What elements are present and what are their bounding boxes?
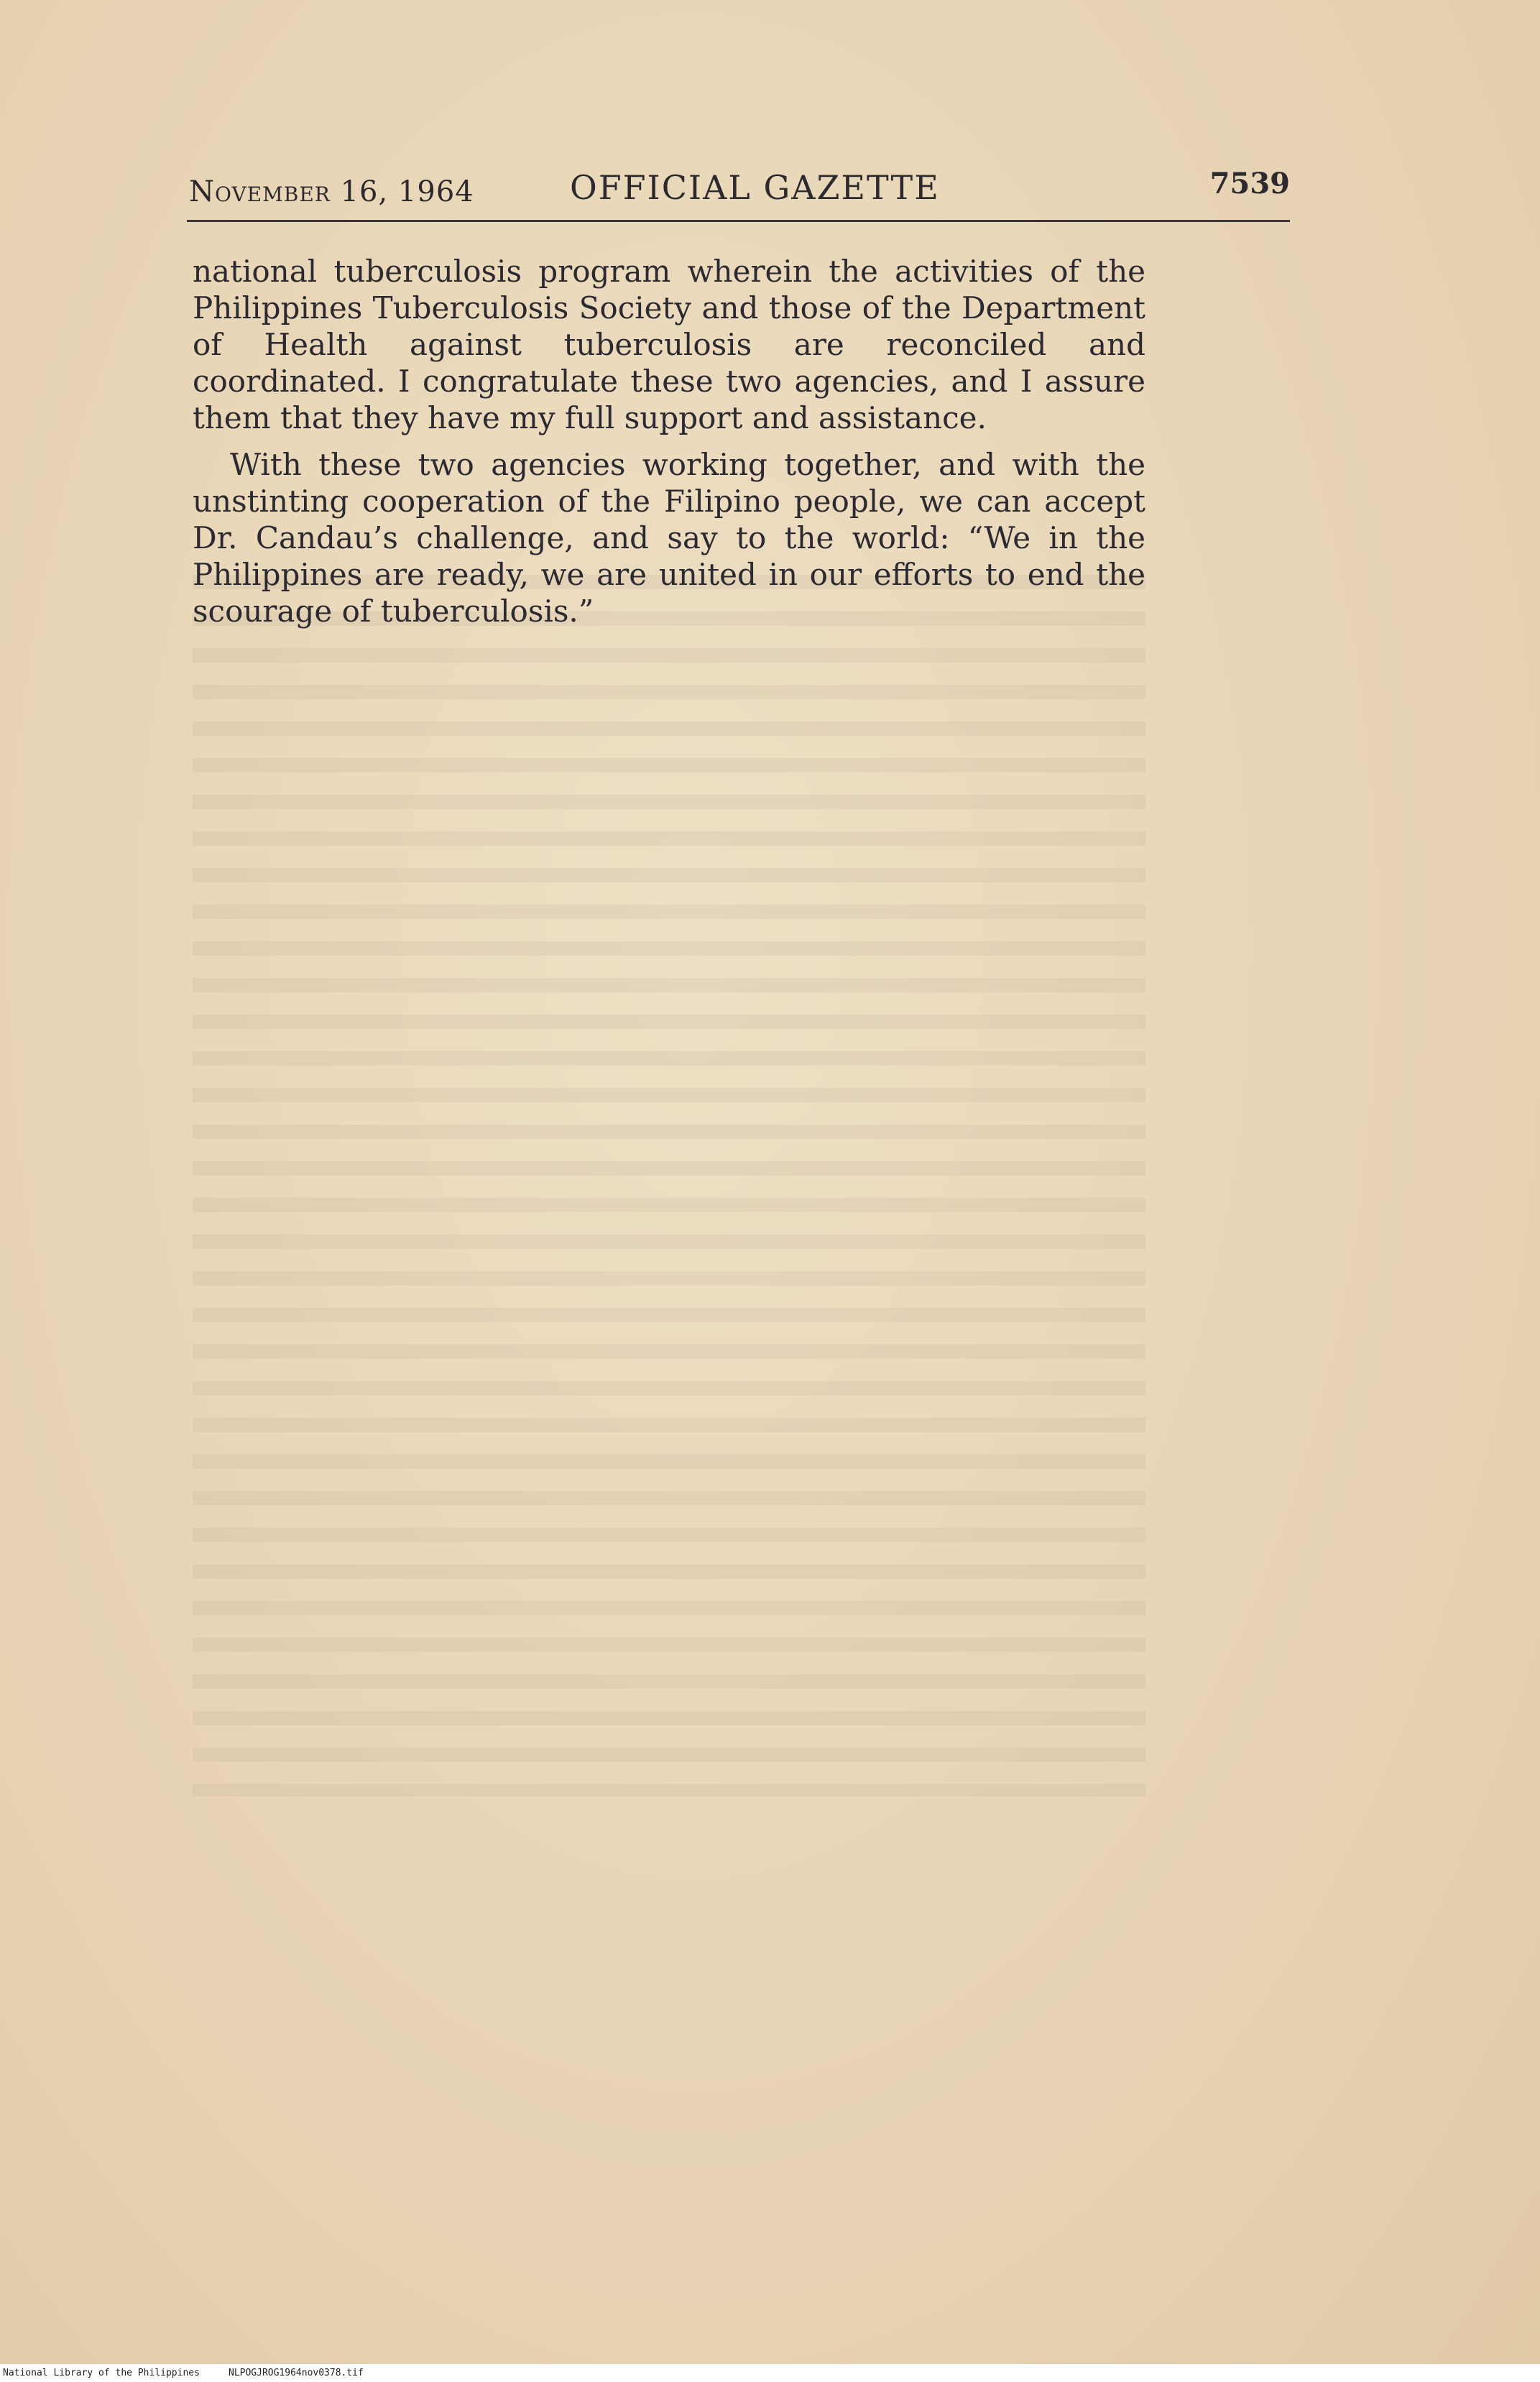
issue-date: November 16, 1964 xyxy=(189,175,474,208)
scan-filename: NLPOGJROG1964nov0378.tif xyxy=(229,2368,364,2378)
show-through-texture xyxy=(193,575,1145,1796)
header-rule xyxy=(187,220,1290,222)
publication-title: OFFICIAL GAZETTE xyxy=(570,168,940,207)
article-body xyxy=(193,253,1145,640)
paragraph: With these two agencies working together, and with the unstinting cooperation of the Filipino people, we can accept Dr. Candau’s challenge, and say to the world: “We in the Philippines are ready, we are united in our efforts to end the scourage of tuberculosis.” xyxy=(193,447,1145,629)
running-header xyxy=(189,167,1290,217)
paragraph: national tuberculosis program wherein the activities of the Philippines Tuberculosis Society and those of the Department of Health against tuberculosis are reconciled and coordinated. I congratulate these two agencies, and I assure them that they have my full support and assistance. xyxy=(193,254,1145,435)
page-number: 7539 xyxy=(1209,167,1290,200)
scan-source: National Library of the Philippines xyxy=(3,2368,200,2378)
scan-footer xyxy=(0,2364,1540,2382)
